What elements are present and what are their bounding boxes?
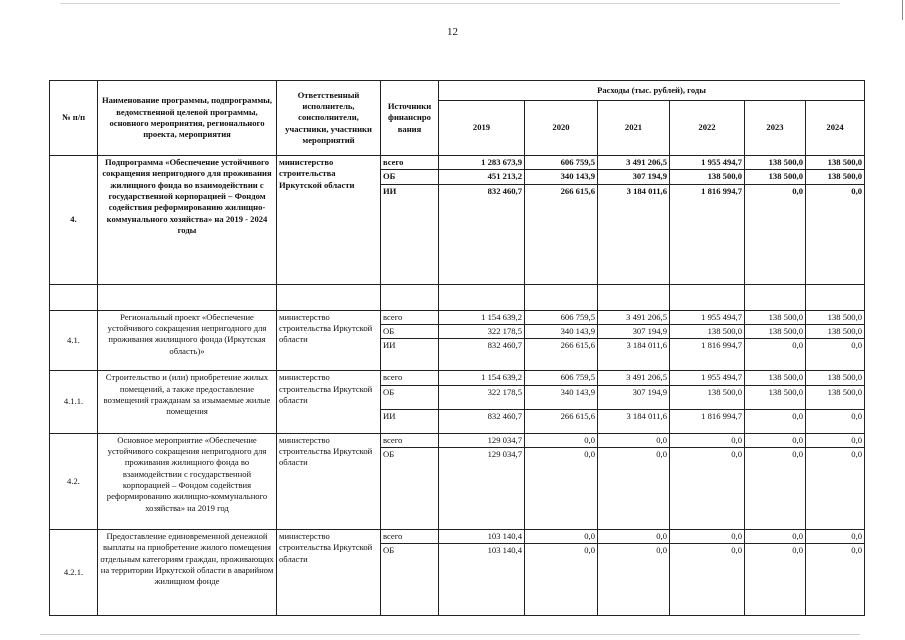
expense-value: 3 491 206,5 (598, 310, 670, 324)
expense-value: 138 500,0 (745, 385, 806, 409)
row-name: Строительство и (или) приобретение жилых помещений, а также предоставление возмещений гражданам за изымаемые жилые помещения (98, 371, 277, 433)
spacer-cell (670, 284, 745, 310)
funding-source: всего (381, 156, 439, 170)
funding-source: всего (381, 310, 439, 324)
header-year: 2019 (439, 101, 525, 156)
expense-value: 138 500,0 (806, 310, 865, 324)
header-responsible: Ответственный исполнитель, соисполнители, участники, участники мероприятий (277, 81, 381, 156)
expense-value: 129 034,7 (439, 433, 525, 447)
expense-value: 1 283 673,9 (439, 156, 525, 170)
expense-value: 3 184 011,6 (598, 409, 670, 433)
funding-source: ОБ (381, 170, 439, 184)
expense-value: 322 178,5 (439, 385, 525, 409)
expense-value: 3 184 011,6 (598, 339, 670, 371)
expense-value: 606 759,5 (525, 310, 598, 324)
spacer-cell (525, 284, 598, 310)
expense-value: 1 154 639,2 (439, 310, 525, 324)
expense-value: 0,0 (598, 433, 670, 447)
table-row (50, 433, 865, 447)
expense-value: 832 460,7 (439, 409, 525, 433)
header-expenses: Расходы (тыс. рублей), годы (439, 81, 865, 101)
budget-table (49, 80, 865, 616)
expense-value: 3 491 206,5 (598, 371, 670, 385)
expense-value: 0,0 (806, 184, 865, 284)
funding-source: ИИ (381, 409, 439, 433)
header-year: 2022 (670, 101, 745, 156)
row-responsible: министерство строительства Иркутской области (277, 371, 381, 433)
funding-source: ОБ (381, 448, 439, 530)
funding-source: всего (381, 371, 439, 385)
expense-value: 103 140,4 (439, 530, 525, 544)
scan-artifact-right (902, 0, 903, 20)
expense-value: 1 955 494,7 (670, 371, 745, 385)
expense-value: 1 816 994,7 (670, 184, 745, 284)
spacer-row (50, 284, 865, 310)
header-year: 2020 (525, 101, 598, 156)
expense-value: 0,0 (525, 448, 598, 530)
scan-artifact-top (60, 3, 840, 4)
header-year: 2021 (598, 101, 670, 156)
expense-value: 266 615,6 (525, 409, 598, 433)
expense-value: 0,0 (670, 544, 745, 616)
expense-value: 0,0 (745, 433, 806, 447)
row-responsible: министерство строительства Иркутской области (277, 530, 381, 616)
row-code: 4.2.1. (50, 530, 98, 616)
expense-value: 138 500,0 (806, 170, 865, 184)
funding-source: ОБ (381, 325, 439, 339)
funding-source: всего (381, 530, 439, 544)
expense-value: 0,0 (806, 339, 865, 371)
spacer-cell (745, 284, 806, 310)
spacer-cell (98, 284, 277, 310)
funding-source: ОБ (381, 544, 439, 616)
row-name: Основное мероприятие «Обеспечение устойчивого сокращения непригодного для проживания жилищного фонда во взаимодействии с государственной корпорацией – Фондом содействия реформированию жилищно-коммунального хозяйства» на 2019 год (98, 433, 277, 529)
table-row (50, 371, 865, 385)
expense-value: 0,0 (745, 448, 806, 530)
expense-value: 340 143,9 (525, 325, 598, 339)
expense-value: 138 500,0 (745, 310, 806, 324)
expense-value: 138 500,0 (806, 371, 865, 385)
row-responsible: министерство строительства Иркутской области (277, 310, 381, 371)
row-code: 4.1. (50, 310, 98, 371)
expense-value: 138 500,0 (745, 170, 806, 184)
expense-value: 307 194,9 (598, 170, 670, 184)
spacer-cell (439, 284, 525, 310)
header-source: Источники финансиро вания (381, 81, 439, 156)
expense-value: 1 955 494,7 (670, 310, 745, 324)
expense-value: 307 194,9 (598, 325, 670, 339)
header-year: 2024 (806, 101, 865, 156)
expense-value: 138 500,0 (806, 156, 865, 170)
expense-value: 0,0 (598, 544, 670, 616)
expense-value: 138 500,0 (745, 371, 806, 385)
expense-value: 138 500,0 (670, 170, 745, 184)
row-name: Предоставление единовременной денежной выплаты на приобретение жилого помещения отдельным категориям граждан, проживающих на территории Иркутской области в аварийном жилищном фонде (98, 530, 277, 616)
expense-value: 0,0 (745, 339, 806, 371)
table-row (50, 530, 865, 544)
page-number: 12 (447, 26, 458, 38)
expense-value: 3 491 206,5 (598, 156, 670, 170)
expense-value: 832 460,7 (439, 339, 525, 371)
expense-value: 0,0 (525, 530, 598, 544)
expense-value: 0,0 (806, 433, 865, 447)
row-code: 4. (50, 156, 98, 285)
row-code: 4.1.1. (50, 371, 98, 433)
funding-source: всего (381, 433, 439, 447)
expense-value: 1 154 639,2 (439, 371, 525, 385)
funding-source: ОБ (381, 385, 439, 409)
spacer-cell (806, 284, 865, 310)
expense-value: 0,0 (745, 184, 806, 284)
expense-value: 0,0 (745, 409, 806, 433)
expense-value: 606 759,5 (525, 156, 598, 170)
expense-value: 0,0 (745, 530, 806, 544)
expense-value: 0,0 (670, 530, 745, 544)
expense-value: 138 500,0 (745, 156, 806, 170)
expense-value: 1 816 994,7 (670, 339, 745, 371)
header-name: Наименование программы, подпрограммы, ведомственной целевой программы, основного мероприятия, регионального проекта, мероприятия (98, 81, 277, 156)
header-num: № п/п (50, 81, 98, 156)
expense-value: 0,0 (598, 448, 670, 530)
expense-value: 138 500,0 (670, 325, 745, 339)
table-row (50, 310, 865, 324)
header-year: 2023 (745, 101, 806, 156)
expense-value: 138 500,0 (745, 325, 806, 339)
expense-value: 832 460,7 (439, 184, 525, 284)
expense-value: 0,0 (670, 433, 745, 447)
spacer-cell (277, 284, 381, 310)
expense-value: 0,0 (670, 448, 745, 530)
expense-value: 1 816 994,7 (670, 409, 745, 433)
row-code: 4.2. (50, 433, 98, 529)
expense-value: 3 184 011,6 (598, 184, 670, 284)
expense-value: 606 759,5 (525, 371, 598, 385)
spacer-cell (50, 284, 98, 310)
expense-value: 0,0 (806, 409, 865, 433)
expense-value: 138 500,0 (670, 385, 745, 409)
expense-value: 340 143,9 (525, 385, 598, 409)
expense-value: 0,0 (598, 530, 670, 544)
row-responsible: министерство строительства Иркутской области (277, 156, 381, 285)
expense-value: 266 615,6 (525, 184, 598, 284)
expense-value: 0,0 (806, 544, 865, 616)
row-responsible: министерство строительства Иркутской области (277, 433, 381, 529)
expense-value: 0,0 (806, 530, 865, 544)
expense-value: 340 143,9 (525, 170, 598, 184)
table-row (50, 156, 865, 170)
spacer-cell (598, 284, 670, 310)
expense-value: 0,0 (745, 544, 806, 616)
expense-value: 0,0 (525, 544, 598, 616)
table-body (50, 156, 865, 616)
expense-value: 0,0 (525, 433, 598, 447)
row-name: Региональный проект «Обеспечение устойчивого сокращения непригодного для проживания жилищного фонда (Иркутская область)» (98, 310, 277, 371)
funding-source: ИИ (381, 339, 439, 371)
scan-artifact-bottom (40, 634, 860, 635)
expense-value: 451 213,2 (439, 170, 525, 184)
funding-source: ИИ (381, 184, 439, 284)
expense-value: 103 140,4 (439, 544, 525, 616)
expense-value: 1 955 494,7 (670, 156, 745, 170)
expense-value: 138 500,0 (806, 325, 865, 339)
row-name: Подпрограмма «Обеспечение устойчивого сокращения непригодного для проживания жилищного фонда во взаимодействии с государственной корпорацией – Фондом содействия реформированию жилищно-коммунального хозяйства» на 2019 - 2024 годы (98, 156, 277, 285)
spacer-cell (381, 284, 439, 310)
expense-value: 0,0 (806, 448, 865, 530)
expense-value: 322 178,5 (439, 325, 525, 339)
expense-value: 138 500,0 (806, 385, 865, 409)
expense-value: 307 194,9 (598, 385, 670, 409)
expense-value: 129 034,7 (439, 448, 525, 530)
expense-value: 266 615,6 (525, 339, 598, 371)
